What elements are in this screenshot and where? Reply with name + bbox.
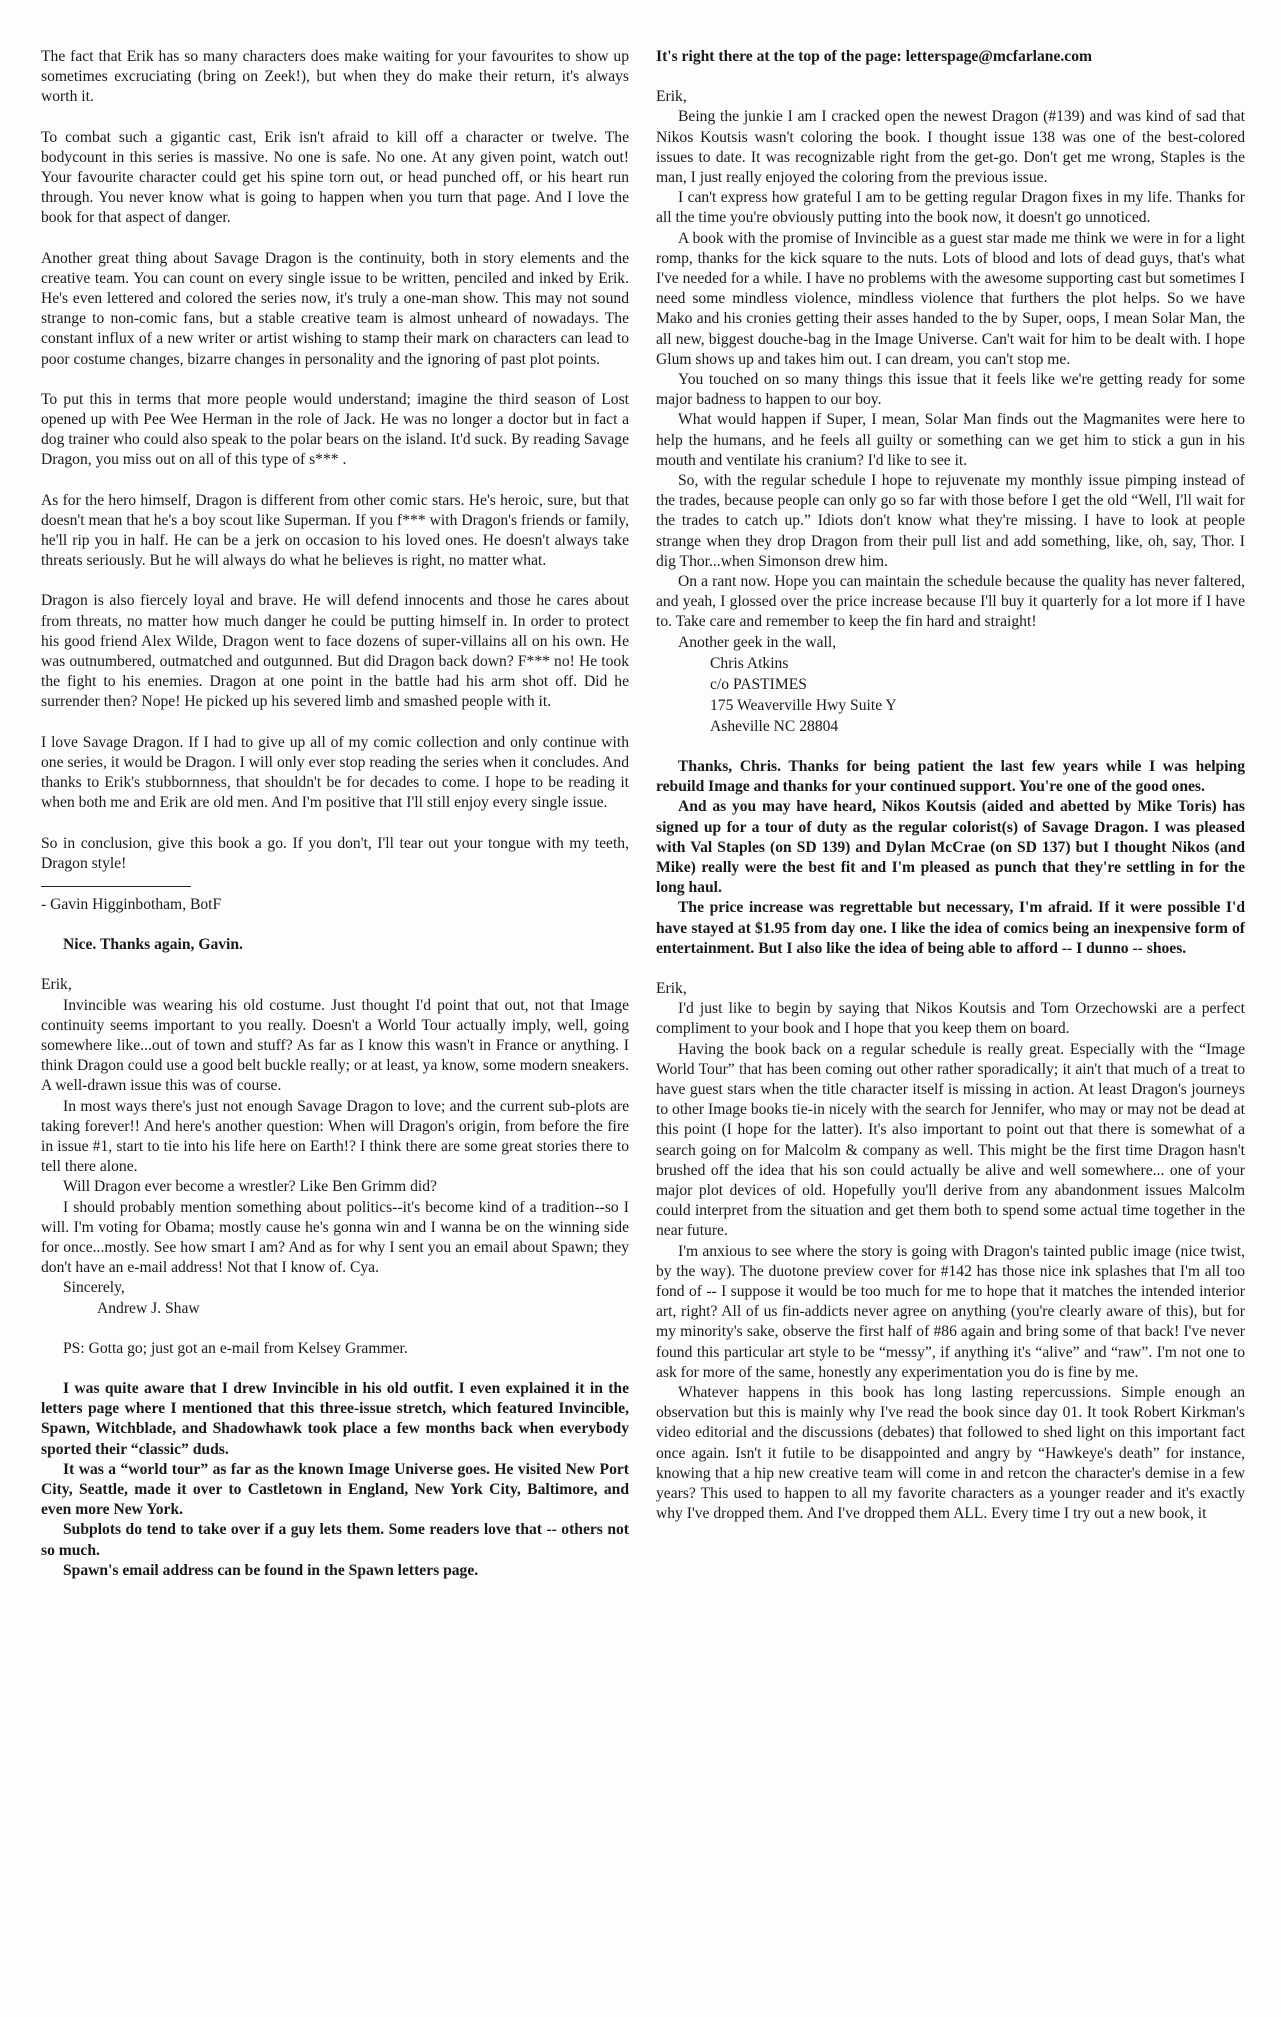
letter-paragraph: I'd just like to begin by saying that Nikos Koutsis and Tom Orzechowski are a perfect compliment to your book and I hope that you keep them on board. — [656, 1000, 1245, 1038]
letter-paragraph: I should probably mention something about politics--it's become kind of a tradition--so I will. I'm voting for Obama; mostly cause he's gonna win and I wanna be on the winning side for once...mostly. See how smart I am? And as for why I sent you an email about Spawn; they don't have an e-mail address! Not that I know of. Cya. — [41, 1198, 629, 1277]
editor-reply: Nice. Thanks again, Gavin. — [63, 936, 243, 954]
editor-reply: I was quite aware that I drew Invincible in his old outfit. I even explained it in the letters page where I mentioned that this three-issue stretch, which featured Invincible, Spawn, Witchblade, and Shadowhawk took place a few months back when everybody sported their “classic” duds. — [41, 1379, 629, 1458]
letter-closing: Sincerely, — [63, 1279, 125, 1297]
editor-reply: Spawn's email address can be found in the Spawn letters page. — [63, 1561, 479, 1579]
left-column — [41, 47, 629, 1581]
essay-paragraph: Dragon is also fiercely loyal and brave. He will defend innocents and those he cares about from threats, no matter how much danger he could be putting himself in. In order to protect his good friend Alex Wilde, Dragon went to face dozens of super-villains all on his own. He was outnumbered, outmatched and outgunned. But did Dragon back down? F*** no! He took the fight to his enemies. Dragon at one point in the battle had his arm shot off. Did he surrender then? Nope! He picked up his severed limb and smashed people with it. — [41, 592, 629, 711]
essay-paragraph: I love Savage Dragon. If I had to give up all of my comic collection and only continue with one series, it would be Dragon. I will only ever stop reading the series when it concludes. And thanks to Erik's stubbornness, that shouldn't be for decades to come. I hope to be reading it when both me and Erik are old men. And I'm positive that I'll still enjoy every single issue. — [41, 733, 629, 812]
editor-reply: Subplots do tend to take over if a guy lets them. Some readers love that -- others not so much. — [41, 1521, 629, 1559]
address-line: c/o PASTIMES — [710, 675, 807, 693]
essay-paragraph: As for the hero himself, Dragon is different from other comic stars. He's heroic, sure, but that doesn't mean that he's a boy scout like Superman. If you f*** with Dragon's friends or family, he'll rip you in half. He can be a jerk on occasion to his loved ones. He doesn't always take threats seriously. But he will always do what he believes is right, no matter what. — [41, 491, 629, 570]
letter-greeting: Erik, — [656, 88, 687, 106]
letter-address — [656, 653, 1245, 737]
editor-reply: And as you may have heard, Nikos Koutsis (aided and abetted by Mike Toris) has signed up for a tour of duty as the regular colorist(s) of Savage Dragon. I was pleased with Val Staples (on SD 139) and Dylan McCrae (on SD 137) but I thought Nikos (and Mike) really were the best fit and I'm pleased as punch that they're settling in for the long haul. — [656, 798, 1245, 897]
letter-paragraph: Will Dragon ever become a wrestler? Like Ben Grimm did? — [63, 1178, 437, 1196]
letter-paragraph: I can't express how grateful I am to be getting regular Dragon fixes in my life. Thanks for all the time you're obviously putting into the book now, it doesn't go unnoticed. — [656, 189, 1245, 227]
essay-paragraph: To combat such a gigantic cast, Erik isn't afraid to kill off a character or twelve. The bodycount in this series is massive. No one is safe. No one. At any given point, watch out! Your favourite character could get his spine torn out, or head punched off, or his heart run through. You never know what is going to happen when you turn that page. And I love the book for that aspect of danger. — [41, 128, 629, 227]
address-line: 175 Weaverville Hwy Suite Y — [710, 696, 897, 714]
letter-paragraph: Having the book back on a regular schedule is really great. Especially with the “Image World Tour” that has been coming out other rather sporadically; it ain't that much of a treat to have guest stars when the title character itself is missing in action. At least Dragon's journeys to other Image books tie-in nicely with the search for Jennifer, who may or may not be dead at this point (I hope for the latter). It's also important to point out that there is somewhat of a search going on for Malcolm & company as well. This might be the first time Dragon hasn't brushed off the idea that his son could actually be alive and well somewhere... one of your major plot devices of old. Hopefully you'll derive from any abandonment issues Malcolm could interpret from the situation and get them both to spend some actual time together in the near future. — [656, 1040, 1245, 1240]
letter-paragraph: Invincible was wearing his old costume. Just thought I'd point that out, not that Image continuity seems important to you really. Doesn't a World Tour actually imply, well, going somewhere like...out of town and stuff? As far as I know this wasn't in France or anything. I think Dragon could use a good belt buckle really; or at least, ya know, some modern sneakers. A well-drawn issue this was of course. — [41, 996, 629, 1095]
essay-paragraph: So in conclusion, give this book a go. If you don't, I'll tear out your tongue with my teeth, Dragon style! — [41, 834, 629, 872]
address-line: Asheville NC 28804 — [710, 717, 839, 735]
letter-greeting: Erik, — [41, 976, 72, 994]
signature-rule — [41, 886, 191, 887]
letter-paragraph: Being the junkie I am I cracked open the newest Dragon (#139) and was kind of sad that Nikos Koutsis wasn't coloring the book. I thought issue 138 was one of the best-colored issues to date. It was recognizable right from the get-go. Don't get me wrong, Staples is the man, I just really enjoyed the coloring from the previous issue. — [656, 108, 1245, 187]
letter-signature: Andrew J. Shaw — [97, 1299, 200, 1317]
right-column — [656, 47, 1245, 1524]
letter-paragraph: On a rant now. Hope you can maintain the schedule because the quality has never faltered, and yeah, I glossed over the price increase because I'll buy it quarterly for a lot more if I have to. Take care and remember to keep the fin hard and straight! — [656, 573, 1245, 631]
letter-greeting: Erik, — [656, 979, 687, 997]
letter-paragraph: I'm anxious to see where the story is going with Dragon's tainted public image (nice twist, by the way). The duotone preview cover for #142 has those nice ink splashes that I'm all too fond of -- I suppose it would be too much for me to hope that it matches the intended interior art, right? All of us fin-addicts never agree on anything (you're clearly aware of this), but for my minority's sake, observe the first half of #86 again and bring some of that back! I've never found this particular art style to be “messy”, if anything it's “alive” and “raw”. I'm not one to ask for more of the same, honestly any experimentation you do is fine by me. — [656, 1242, 1245, 1381]
letter-paragraph: In most ways there's just not enough Savage Dragon to love; and the current sub-plots are taking forever!! And here's another question: When will Dragon's origin, from before the fire in issue #1, start to tie into his life here on Earth!? I think there are some great stories there to tell there alone. — [41, 1097, 629, 1176]
letter-paragraph: So, with the regular schedule I hope to rejuvenate my monthly issue pimping instead of the trades, because people can only go so far with those before I get the old “Well, I'll wait for the trades to catch up.” Idiots don't know what they're missing. I have to look at people strange when they drop Dragon from their pull list and add something, like, oh, say, Thor. I dig Thor...when Simonson drew him. — [656, 472, 1245, 570]
editor-email-line: It's right there at the top of the page: letterspage@mcfarlane.com — [656, 48, 1093, 65]
letter-paragraph: You touched on so many things this issue that it feels like we're getting ready for some major badness to happen to our boy. — [656, 371, 1245, 409]
letter-paragraph: Whatever happens in this book has long lasting repercussions. Simple enough an observation but this is mainly why I've read the book since day 01. It took Robert Kirkman's video editorial and the discussions (debates) that followed to shed light on this important fact once again. Isn't it futile to be disappointed and angry by “Hawkeye's death” for instance, knowing that a hip new creative team will come in and retcon the character's demise in a few years? This used to happen to all my favorite characters as a younger reader and it's exactly why I've dropped them. And I've dropped them ALL. Every time I try out a new book, it — [656, 1383, 1245, 1523]
essay-signature: - Gavin Higginbotham, BotF — [41, 895, 222, 913]
letter-paragraph: What would happen if Super, I mean, Solar Man finds out the Magmanites were here to help the humans, and he feels all guilty or something can we get him to stick a gun in his mouth and ventilate his cranium? I'd like to see it. — [656, 411, 1245, 469]
essay-paragraph: The fact that Erik has so many characters does make waiting for your favourites to show up sometimes excruciating (bring on Zeek!), but when they do make their return, it's always worth it. — [41, 48, 629, 106]
letter-postscript: PS: Gotta go; just got an e-mail from Kelsey Grammer. — [63, 1339, 408, 1357]
address-line: Chris Atkins — [710, 654, 789, 672]
editor-reply: The price increase was regrettable but necessary, I'm afraid. If it were possible I'd have stayed at $1.95 from day one. I like the idea of comics being an inexpensive form of entertainment. But I also like the idea of being able to afford -- I dunno -- shoes. — [656, 899, 1245, 957]
letter-paragraph: A book with the promise of Invincible as a guest star made me think we were in for a light romp, thanks for the kick square to the nuts. Lots of blood and lots of dead guys, that's what I've needed for a while. I have no problems with the awesome supporting cast but sometimes I need some mindless violence, mindless violence that furthers the plot helps. So we have Mako and his cronies getting their asses handed to the by Super, oops, I mean Solar Man, the all new, biggest douche-bag in the Image Universe. Can't wait for him to be dealt with. I hope Glum shows up and takes him out. I can dream, you can't stop me. — [656, 229, 1245, 368]
editor-reply: Thanks, Chris. Thanks for being patient the last few years while I was helping rebuild Image and thanks for your continued support. You're one of the good ones. — [656, 757, 1245, 796]
letter-closing: Another geek in the wall, — [678, 633, 837, 651]
essay-paragraph: To put this in terms that more people would understand; imagine the third season of Lost opened up with Pee Wee Herman in the role of Jack. He was no longer a doctor but in fact a dog trainer who could also speak to the polar bears on the island. It'd suck. By reading Savage Dragon, you miss out on all of this type of s*** . — [41, 390, 629, 469]
essay-paragraph: Another great thing about Savage Dragon is the continuity, both in story elements and the creative team. You can count on every single issue to be written, penciled and inked by Erik. He's even lettered and colored the series now, it's truly a one-man show. This may not sound strange to non-comic fans, but a stable creative team is almost unheard of nowadays. The constant influx of a new writer or artist wishing to stamp their mark on characters can lead to poor costume changes, bizarre changes in personality and the ignoring of past plot points. — [41, 249, 629, 368]
editor-reply: It was a “world tour” as far as the known Image Universe goes. He visited New Port City, Seattle, made it over to Castletown in England, New York City, Baltimore, and even more New York. — [41, 1460, 629, 1519]
